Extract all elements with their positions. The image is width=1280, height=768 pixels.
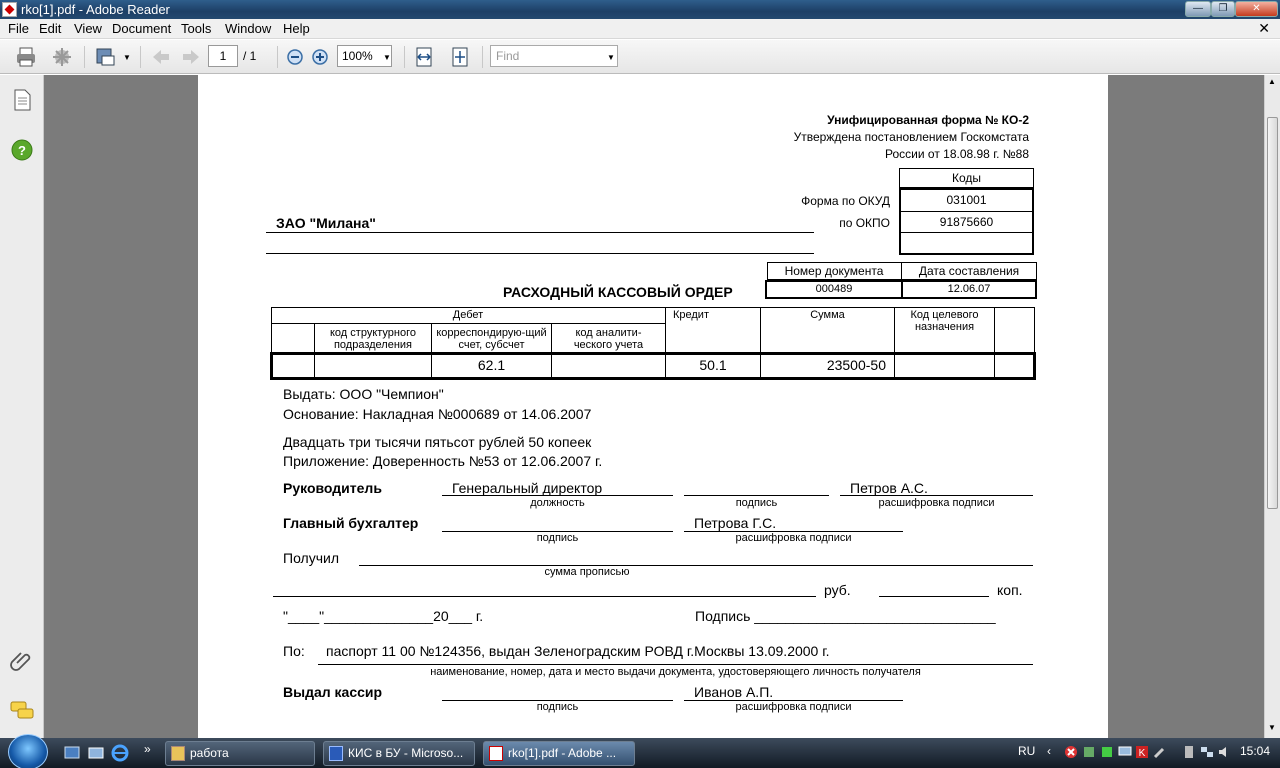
received-label: Получил [283, 550, 339, 566]
previous-page-icon[interactable] [150, 46, 172, 68]
corr-account-value: 62.1 [477, 357, 506, 373]
quick-launch-more-icon[interactable]: » [144, 742, 151, 756]
codes-header-cell: Коды [899, 168, 1034, 188]
position-caption: должность [530, 497, 585, 509]
print-icon[interactable] [15, 46, 37, 68]
cashier-decode-caption: расшифровка подписи [735, 701, 852, 713]
doc-date-label: Дата составления [918, 264, 1020, 278]
scroll-thumb[interactable] [1267, 117, 1278, 509]
monitor-icon[interactable] [1118, 745, 1132, 759]
menu-tools[interactable]: Tools [181, 21, 212, 36]
next-page-icon[interactable] [180, 46, 202, 68]
cashier-signature-caption: подпись [536, 701, 579, 713]
network-icon[interactable] [1200, 745, 1214, 759]
select-tool-icon[interactable] [94, 46, 116, 68]
navigation-panel [0, 75, 44, 738]
sum-header: Сумма [810, 309, 845, 321]
approval-line: Утверждена постановлением Госкомстата [793, 130, 1029, 144]
okpo-label: по ОКПО [839, 216, 890, 230]
document-area [44, 75, 1264, 738]
chief-signature-caption: подпись [536, 532, 579, 544]
sum-value: 23500-50 [826, 357, 886, 373]
amount-in-words: Двадцать три тысячи пятьсот рублей 50 копеек [283, 434, 592, 450]
show-desktop-icon[interactable] [64, 746, 80, 760]
update-icon[interactable] [1082, 745, 1096, 759]
taskbar [0, 738, 1280, 768]
menu-document[interactable]: Document [112, 21, 172, 36]
folder-icon [171, 746, 185, 761]
vertical-scrollbar[interactable] [1264, 75, 1280, 738]
basis-line: Основание: Накладная №000689 от 14.06.2007 [283, 406, 592, 422]
kop-label: коп. [997, 582, 1023, 598]
doc-number-label: Номер документа [784, 264, 884, 278]
page-total: / 1 [243, 49, 257, 63]
chief-decode-caption: расшифровка подписи [735, 532, 852, 544]
fit-width-icon[interactable] [413, 46, 435, 68]
minimize-button[interactable]: — [1185, 1, 1211, 17]
page-number-input[interactable]: 1 [208, 45, 238, 67]
id-document-caption: наименование, номер, дата и место выдачи документа, удостоверяющего личность получателя [430, 666, 921, 678]
security-icon[interactable] [1100, 745, 1114, 759]
accounting-table-values [270, 352, 1036, 380]
clock[interactable]: 15:04 [1240, 744, 1271, 758]
word-icon [329, 746, 343, 761]
head-name: Петров А.С. [850, 480, 928, 496]
fit-page-icon[interactable] [449, 46, 471, 68]
help-icon[interactable] [11, 139, 33, 161]
chief-accountant-name: Петрова Г.С. [694, 515, 777, 531]
sum-words-caption: сумма прописью [544, 566, 630, 578]
credit-header: Кредит [672, 309, 709, 321]
svg-text:?: ? [18, 143, 26, 158]
zoom-in-icon[interactable] [309, 46, 331, 68]
passport-details: паспорт 11 00 №124356, выдан Зеленоградским РОВД г.Москвы 13.09.2000 г. [326, 643, 830, 659]
pages-icon[interactable] [12, 89, 32, 111]
issue-to-line: Выдать: ООО "Чемпион" [283, 386, 444, 402]
okud-label: Форма по ОКУД [801, 194, 890, 208]
select-dropdown-icon[interactable]: ▼ [123, 53, 131, 62]
organization-name: ЗАО "Милана" [276, 215, 376, 231]
approval-date-line: России от 18.08.98 г. №88 [885, 147, 1029, 161]
device-icon[interactable] [1182, 745, 1196, 759]
okpo-value: 91875660 [939, 215, 994, 229]
pdf-icon [489, 746, 503, 761]
cashier-label: Выдал кассир [283, 684, 383, 700]
struct-code-header: код структурного подразделения [330, 327, 416, 351]
credit-value: 50.1 [699, 357, 727, 373]
purpose-code-header: Код целевого назначения [910, 309, 979, 333]
maximize-button[interactable]: ❐ [1211, 1, 1235, 17]
zoom-dropdown-icon[interactable]: ▼ [383, 53, 391, 62]
rub-label: руб. [824, 582, 851, 598]
menu-view[interactable]: View [74, 21, 102, 36]
head-position: Генеральный директор [452, 480, 603, 496]
pdf-page [198, 75, 1108, 738]
toolbar [0, 40, 1280, 74]
zoom-out-icon[interactable] [284, 46, 306, 68]
find-dropdown-icon[interactable]: ▼ [607, 53, 615, 62]
menu-file[interactable]: File [8, 21, 29, 36]
cashier-name: Иванов А.П. [694, 684, 774, 700]
okud-value: 031001 [946, 193, 987, 207]
collaborate-icon[interactable] [51, 46, 73, 68]
window-title: rko[1].pdf - Adobe Reader [21, 2, 170, 17]
start-button[interactable] [8, 734, 48, 768]
doc-date: 12.06.07 [947, 283, 991, 295]
menu-edit[interactable]: Edit [39, 21, 62, 36]
find-input[interactable]: Find [490, 45, 618, 67]
signature-caption: подпись [735, 497, 778, 509]
scroll-down-icon[interactable]: ▼ [1268, 723, 1276, 732]
signature-blank: Подпись _______________________________ [695, 608, 996, 624]
antivirus-icon[interactable] [1064, 745, 1078, 759]
chief-accountant-label: Главный бухгалтер [283, 515, 419, 531]
attachment-line: Приложение: Доверенность №53 от 12.06.2007 г. [283, 453, 603, 469]
comments-icon[interactable] [10, 700, 34, 722]
attachments-icon[interactable] [10, 649, 34, 673]
close-button[interactable]: ✕ [1235, 1, 1278, 17]
scroll-up-icon[interactable]: ▲ [1268, 77, 1276, 86]
task-rabota[interactable]: работа [165, 741, 315, 766]
zoom-level-input[interactable]: 100% [337, 45, 392, 67]
kaspersky-icon[interactable] [1135, 745, 1149, 759]
title-bar [0, 0, 1280, 19]
switch-windows-icon[interactable] [88, 746, 104, 760]
task-word[interactable]: КИС в БУ - Microso... [323, 741, 475, 766]
menu-help[interactable]: Help [283, 21, 310, 36]
language-indicator[interactable]: RU [1018, 744, 1036, 758]
head-label: Руководитель [283, 480, 382, 496]
tool-icon[interactable] [1153, 745, 1167, 759]
debit-header: Дебет [452, 309, 484, 321]
form-code-title: Унифицированная форма № КО-2 [827, 113, 1029, 127]
menu-window[interactable]: Window [225, 21, 272, 36]
adobe-reader-icon [2, 2, 17, 17]
task-adobe-reader[interactable]: rko[1].pdf - Adobe ... [483, 741, 635, 766]
tray-expand-icon[interactable]: ‹ [1047, 744, 1051, 758]
doc-number: 000489 [815, 283, 853, 295]
svg-text:K: K [1138, 748, 1146, 759]
by-label: По: [283, 643, 305, 659]
close-document-icon[interactable]: ✕ [1258, 20, 1270, 36]
document-title: РАСХОДНЫЙ КАССОВЫЙ ОРДЕР [503, 284, 733, 300]
internet-explorer-icon[interactable] [111, 744, 129, 762]
volume-icon[interactable] [1218, 745, 1232, 759]
analytic-code-header: код аналити-ческого учета [573, 327, 644, 351]
menu-bar [0, 19, 1280, 39]
date-blank: "____"______________20___ г. [283, 608, 484, 624]
decode-caption: расшифровка подписи [878, 497, 995, 509]
corr-account-header: корреспондирую-щий счет, субсчет [436, 327, 547, 351]
